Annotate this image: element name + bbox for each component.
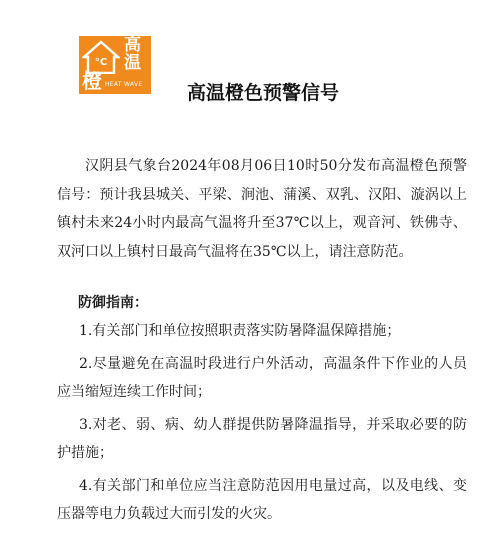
heat-wave-orange-badge	[79, 36, 151, 94]
warning-body-text: 汉阴县气象台2024年08月06日10时50分发布高温橙色预警信号：预计我县城关、平梁、涧池、蒲溪、双乳、汉阳、漩涡以上镇村未来24小时内最高气温将升至37℃以上，观音河、铁佛寺、双河口以上镇村日最高气温将在35℃以上，请注意防范。	[57, 158, 467, 260]
badge-english-label: HEAT WAVE	[105, 81, 143, 88]
guide-heading: 防御指南：	[78, 295, 148, 311]
guide-item: 3.对老、弱、病、幼人群提供防暑降温指导，并采取必要的防护措施；	[57, 416, 467, 461]
page-title: 高温橙色预警信号	[187, 82, 340, 104]
badge-char-hot: 高	[124, 36, 141, 55]
guide-list	[57, 317, 467, 533]
temperature-symbol: °C	[94, 57, 108, 68]
badge-char-warm: 温	[124, 53, 141, 73]
guide-item: 1.有关部门和单位按照职责落实防暑降温保障措施；	[79, 323, 401, 339]
guide-item: 4.有关部门和单位应当注意防范因用电量过高，以及电线、变压器等电力负载过大而引发的火灾。	[57, 477, 467, 522]
guide-item: 2.尽量避免在高温时段进行户外活动，高温条件下作业的人员应当缩短连续工作时间；	[57, 355, 467, 400]
badge-level-char: 橙	[82, 69, 102, 93]
